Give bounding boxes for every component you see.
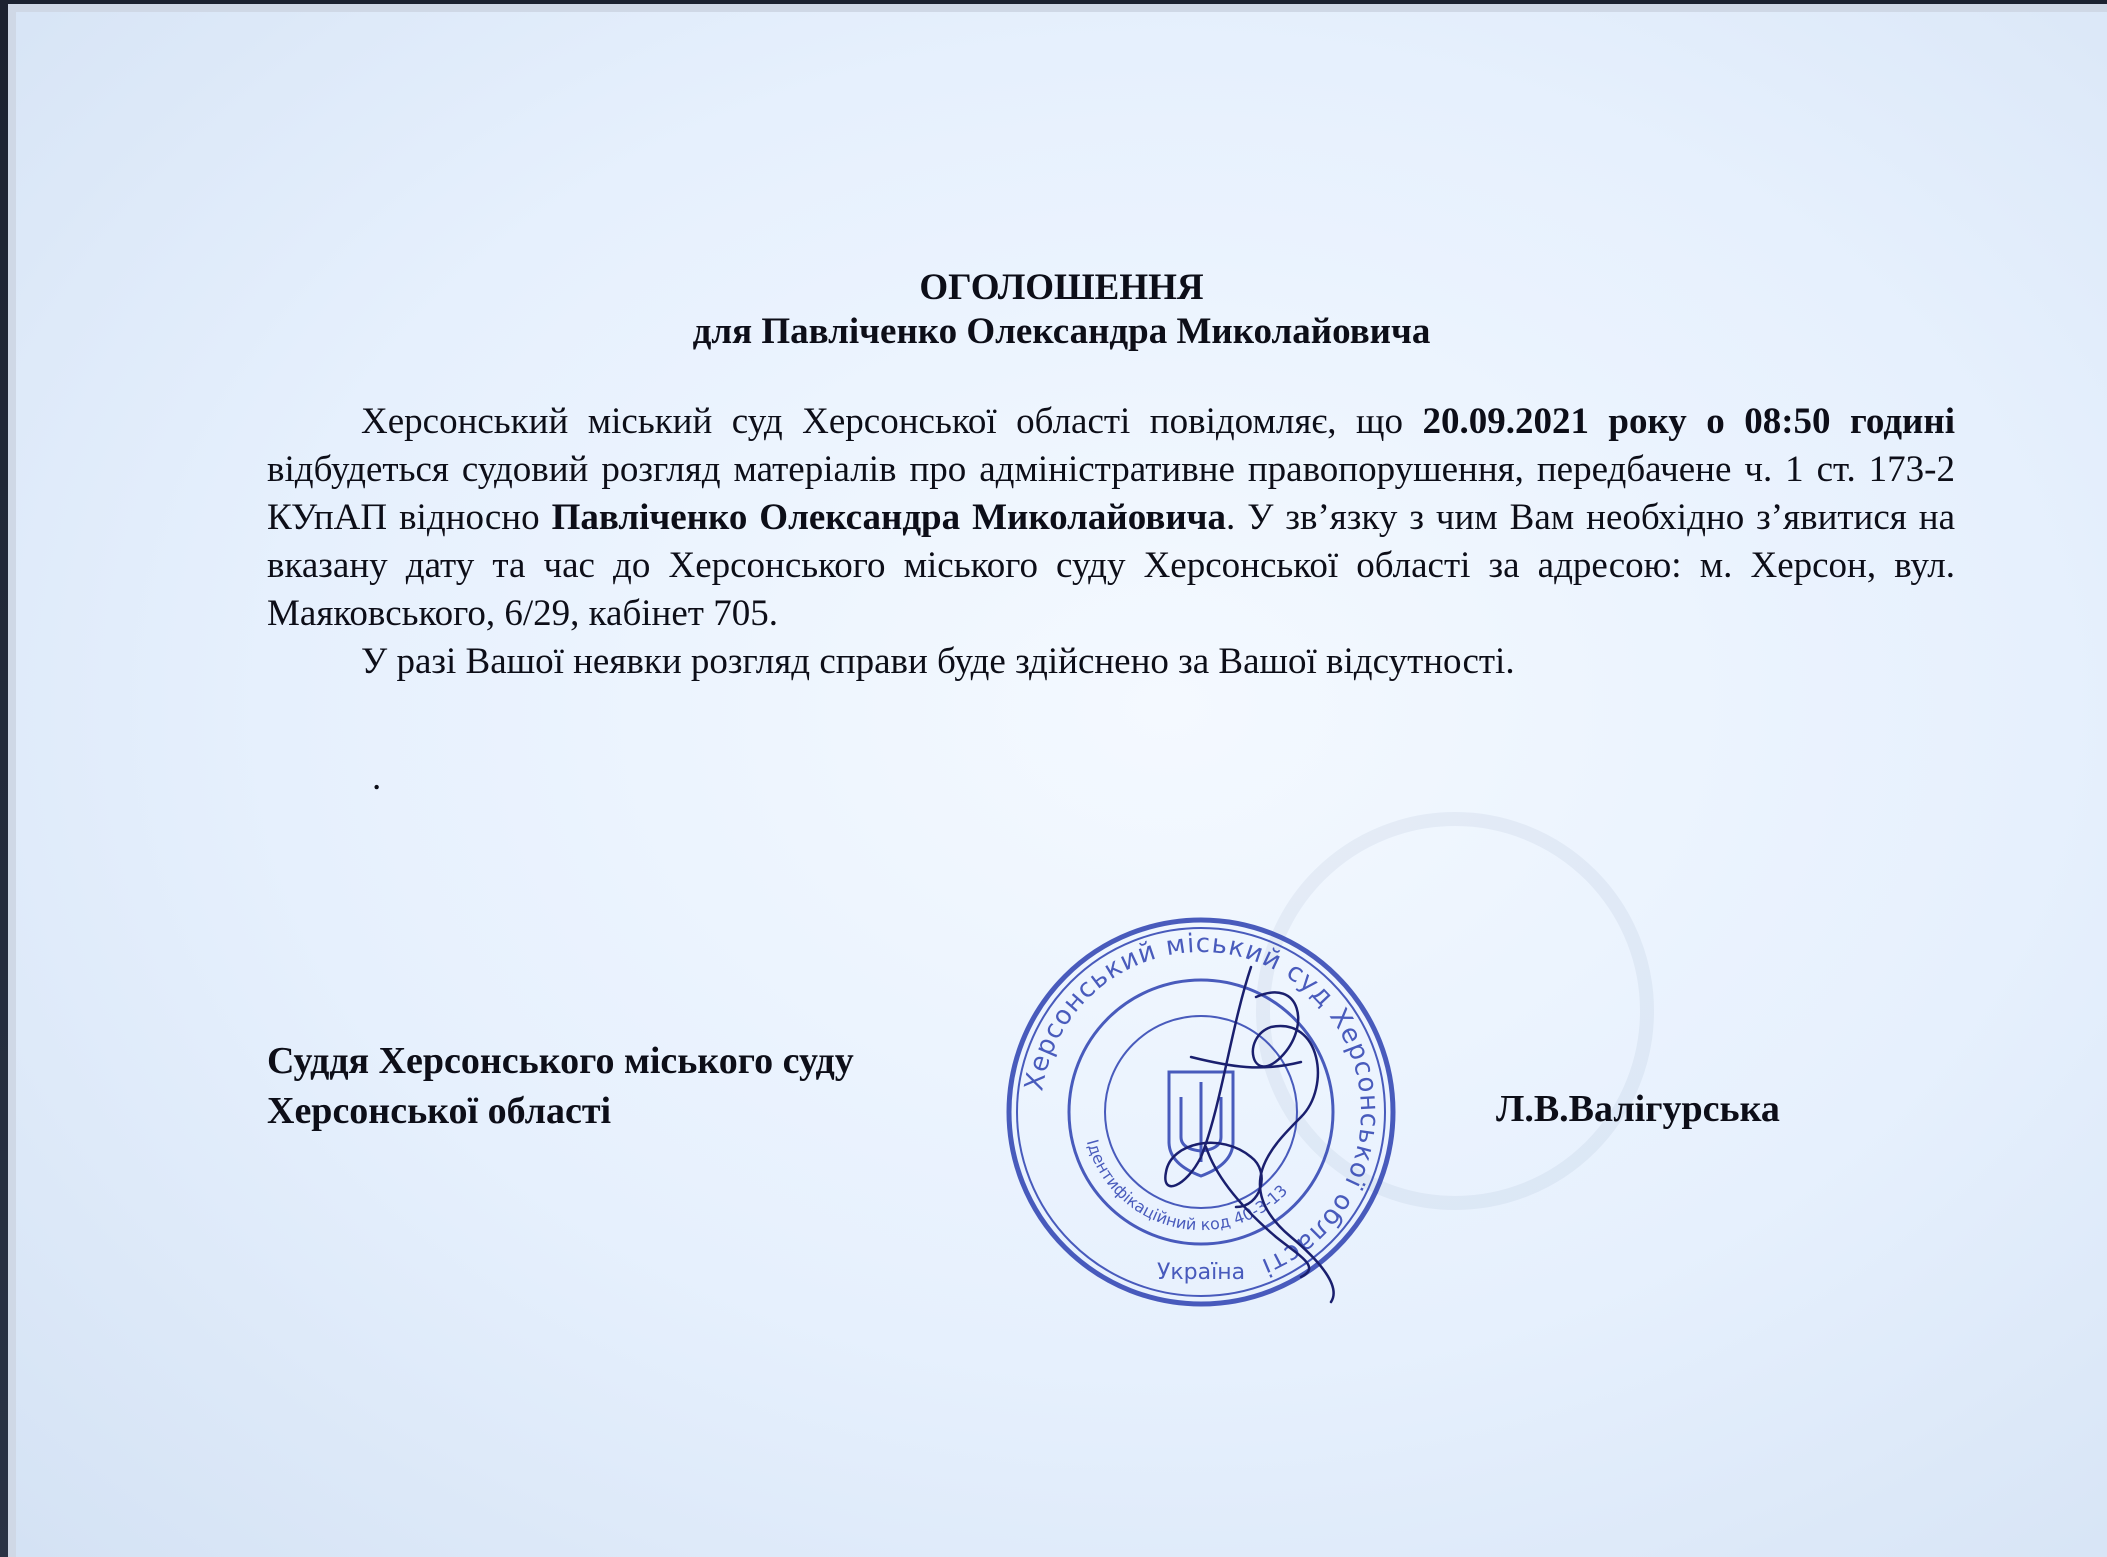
stray-dot: . [372, 757, 382, 798]
judge-position-line-1: Суддя Херсонського міського суду [267, 1040, 854, 1082]
seal-country-text: Україна [1156, 1260, 1246, 1285]
paragraph-text: відбудеться судовий розгляд матеріалів про адміністративне правопорушення, передбачене ч. 1 ст. 173-2 КУпАП відносно [267, 449, 1955, 538]
notice-paragraph-1 [267, 398, 1955, 638]
notice-recipient: для Павліченко Олександра Миколайовича [692, 311, 1431, 352]
notice-title: ОГОЛОШЕННЯ [919, 267, 1204, 308]
hearing-date-time: 20.09.2021 року о 08:50 годині [1422, 401, 1955, 442]
seal-outer-text: Херсонський міський суд Херсонської області [1019, 928, 1385, 1283]
notice-paragraph-2: У разі Вашої неявки розгляд справи буде здійснено за Вашої відсутності. [361, 641, 1515, 682]
paragraph-text: Херсонський міський суд Херсонської області повідомляє, що [361, 401, 1423, 442]
notice-body [267, 398, 1955, 686]
judge-position-line-2: Херсонської області [267, 1090, 612, 1132]
paragraph-text: . У зв’язку з чим Вам необхідно з’явитися на вказану дату та час до Херсонського міського суду Херсонської області за адресою: м. Херсон, вул. Маяковського, 6/29, кабінет 705. [267, 497, 1955, 634]
notice-document [16, 12, 2107, 1557]
seal-inner-text: Ідентифікаційний код 40-3-13 [1082, 1137, 1292, 1235]
coat-of-arms-icon [1169, 1072, 1233, 1176]
person-name: Павліченко Олександра Миколайовича [551, 497, 1226, 538]
court-seal-stamp [1001, 907, 1401, 1317]
judge-name: Л.В.Валігурська [1496, 1088, 1780, 1130]
judge-position [267, 1036, 854, 1136]
